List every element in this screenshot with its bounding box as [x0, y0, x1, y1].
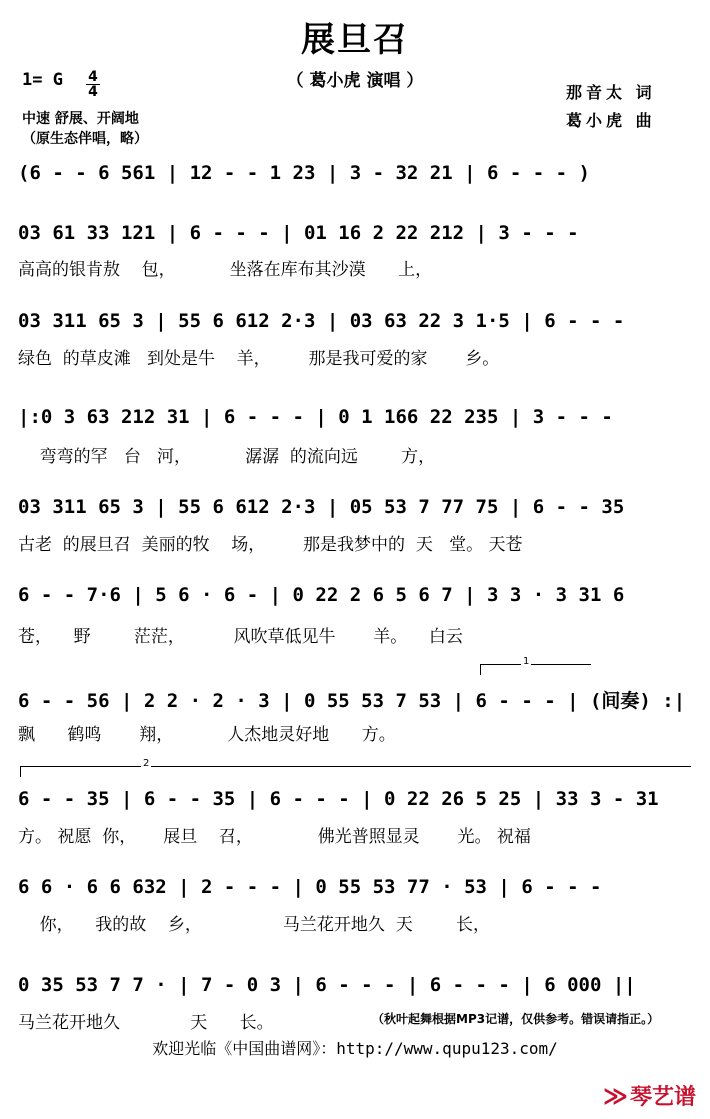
notation-line-5: 03 311 65 3 | 55 6 612 2·3 | 05 53 7 77 75 | 6 - - 35 [18, 496, 625, 518]
notation-line-9: 6 6 · 6 6 632 | 2 - - - | 0 55 53 77 · 53 | 6 - - - [18, 876, 602, 898]
notation-line-2: 03 61 33 121 | 6 - - - | 01 16 2 22 212 | 3 - - - [18, 222, 579, 244]
site-footer [0, 1036, 710, 1059]
logo-text: 琴艺谱 [629, 1085, 696, 1110]
lyrics-line-3: 绿色 的草皮滩 到处是牛 羊， 那是我可爱的家 乡。 [18, 349, 500, 369]
lyrics-line-7: 飘 鹤鸣 翔， 人杰地灵好地 方。 [18, 725, 396, 745]
lyrics-line-5: 古老 的展旦召 美丽的牧 场， 那是我梦中的 天 堂。 天苍 [18, 535, 523, 555]
lyricist-credit: 那音太 词 [566, 83, 656, 102]
volta-1-bracket [480, 656, 591, 675]
footer-url[interactable]: http://www.qupu123.com/ [336, 1039, 558, 1058]
site-logo[interactable] [603, 1080, 696, 1111]
accompaniment-note: （原生态伴唱，略） [22, 131, 148, 147]
time-top: 4 [88, 69, 98, 85]
notation-line-8: 6 - - 35 | 6 - - 35 | 6 - - - | 0 22 26 5 25 | 33 3 - 31 [18, 788, 659, 810]
notation-line-1: (6 - - 6 561 | 12 - - 1 23 | 3 - 32 21 | 6 - - - ) [18, 162, 590, 184]
notation-line-10: 0 35 53 7 7 · | 7 - 0 3 | 6 - - - | 6 - - - | 6 000 || [18, 974, 636, 996]
time-bottom: 4 [86, 84, 100, 99]
singer-subtitle: （ 葛小虎 演唱 ） [286, 71, 424, 91]
lyrics-line-10: 马兰花开地久 天 长。 [18, 1013, 274, 1033]
lyrics-line-4: 弯弯的罕 台 河， 潺潺 的流向远 方， [18, 447, 436, 467]
notation-line-3: 03 311 65 3 | 55 6 612 2·3 | 03 63 22 3 1·5 | 6 - - - [18, 310, 625, 332]
notation-line-6: 6 - - 7·6 | 5 6 · 6 - | 0 22 2 6 5 6 7 | 3 3 · 3 31 6 [18, 584, 625, 606]
page-title: 展旦召 [301, 20, 409, 60]
time-signature [86, 70, 100, 99]
lyrics-line-6: 苍， 野 茫茫， 风吹草低见牛 羊。 白云 [18, 627, 463, 647]
lyrics-line-2: 高高的银肯敖 包， 坐落在库布其沙漠 上， [18, 260, 433, 280]
notation-line-7: 6 - - 56 | 2 2 · 2 · 3 | 0 55 53 7 53 | 6 - - - | (间奏) :| [18, 690, 686, 712]
volta-1-label: 1 [523, 656, 530, 667]
notation-line-4: |:0 3 63 212 31 | 6 - - - | 0 1 166 22 235 | 3 - - - [18, 406, 613, 428]
volta-2-bracket [20, 758, 691, 777]
volta-2-label: 2 [143, 758, 150, 769]
composer-credit: 葛小虎 曲 [566, 111, 656, 130]
footer-text: 欢迎光临《中国曲谱网》： [152, 1039, 337, 1058]
transcription-note: （秋叶起舞根据MP3记谱，仅供参考。错误请指正。） [372, 1012, 660, 1026]
lyrics-line-9: 你， 我的故 乡， 马兰花开地久 天 长， [18, 915, 490, 935]
key-signature: 1= G [22, 70, 63, 90]
lyrics-line-8: 方。 祝愿 你， 展旦 召， 佛光普照显灵 光。 祝福 [18, 827, 531, 847]
tempo-marking: 中速 舒展、开阔地 [22, 111, 139, 127]
logo-mark-icon: ≫ [602, 1082, 628, 1110]
